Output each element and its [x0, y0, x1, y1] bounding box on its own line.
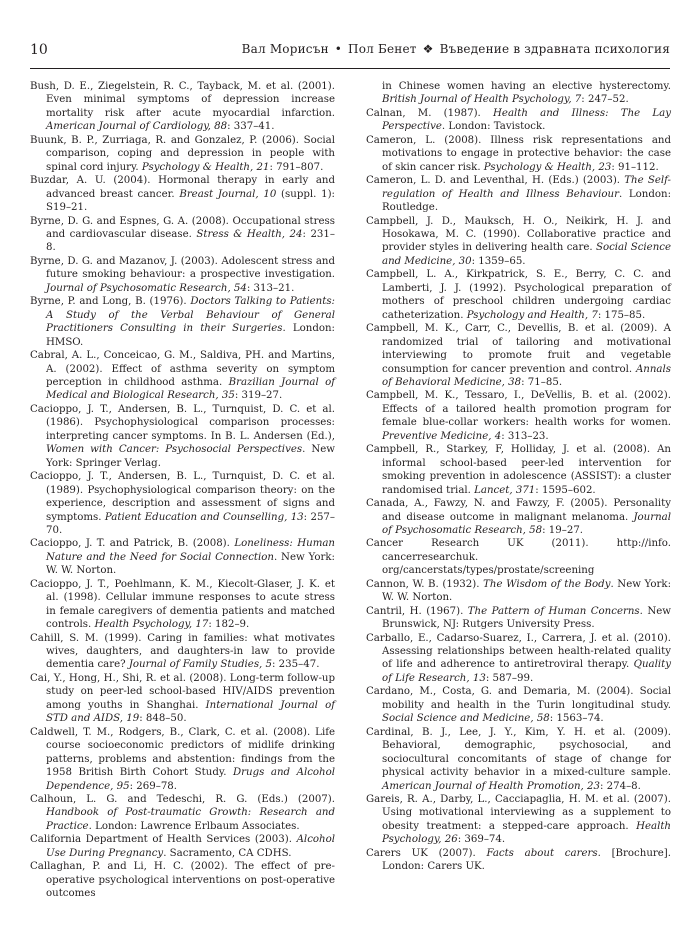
reference-text: Cardinal, B. J., Lee, J. Y., Kim, Y. H. et al. (2009). Behavioral, demographic, psychosocial, and sociocultural concomitants of stage of change for physical activity behavior in a mixed-culture sample.: [366, 726, 671, 779]
reference-text: Campbell, J. D., Mauksch, H. O., Neikirk, H. J. and Hosokawa, M. C. (1990). Collaborative practice and provider styles in delivering health care.: [366, 215, 671, 254]
diamond-separator-icon: ❖: [422, 42, 434, 56]
reference-source: Patient Education and Counselling, 13: [104, 511, 304, 523]
reference-text: Cannon, W. B. (1932).: [366, 578, 484, 590]
reference-tail: : 274–8.: [599, 780, 641, 792]
reference-text: Cai, Y., Hong, H., Shi, R. et al. (2008). Long-term follow-up study on peer-led school-based HIV/AIDS prevention among youths in Shanghai.: [30, 672, 335, 711]
reference-text: Callaghan, P. and Li, H. C. (2002). The effect of pre-operative psychological interventions on post-operative outcomes: [30, 861, 335, 900]
reference-entry: [30, 134, 335, 174]
reference-tail: : 91–112.: [611, 161, 659, 173]
reference-entry: [366, 134, 671, 174]
reference-source: Breast Journal, 10: [179, 188, 277, 200]
reference-source: Drugs and Alcohol Dependence, 95: [46, 767, 335, 792]
reference-source: Preventive Medicine, 4: [382, 430, 502, 442]
reference-source: Health Psychology, 17: [94, 619, 209, 631]
reference-text: Calnan, M. (1987).: [366, 107, 494, 119]
reference-text: Cancer Research UK (2011). http://info. cancerresearchuk. org/cancerstats/types/prostate/screening: [366, 538, 671, 577]
reference-tail: . New York: W. W. Norton.: [382, 578, 671, 604]
reference-entry: [366, 847, 671, 874]
reference-entry: [30, 793, 335, 833]
reference-entry: [30, 726, 335, 793]
reference-entry: [30, 578, 335, 632]
page-number: 10: [30, 42, 48, 58]
reference-text: Calhoun, L. G. and Tedeschi, R. G. (Eds.) (2007).: [30, 794, 335, 806]
reference-entry: [366, 80, 671, 107]
reference-tail: : 791–807.: [269, 161, 324, 173]
reference-source: British Journal of Health Psychology, 7: [382, 94, 582, 106]
reference-entry: [366, 685, 671, 725]
reference-entry: [30, 833, 335, 860]
reference-entry: [30, 174, 335, 214]
bullet-separator: •: [334, 42, 343, 56]
reference-tail: : 313–21.: [246, 282, 295, 294]
reference-text: Gareis, R. A., Darby, L., Cacciapaglia, H. M. et al. (2007). Using motivational interviewing as a supplement to obesity treatment: a stepped-care approach.: [366, 794, 671, 832]
reference-tail: : 269–78.: [129, 780, 178, 792]
reference-entry: [366, 268, 671, 322]
reference-source: International Journal of STD and AIDS, 19: [46, 699, 336, 725]
reference-text: Campbell, M. K., Carr, C., Devellis, B. et al. (2009). A randomized trial of tailoring and motivational interviewing to promote fruit and vegetable consumption for cancer prevention and control.: [366, 323, 671, 375]
reference-source: Facts about carers: [486, 847, 598, 859]
reference-text: California Department of Health Services (2003).: [30, 834, 297, 846]
reference-text: Cantril, H. (1967).: [366, 605, 468, 617]
reference-source: Brazilian Journal of Medical and Biological Research, 35: [46, 376, 335, 402]
reference-source: The Self-regulation of Health and Illness Behaviour: [382, 175, 671, 200]
reference-text: Cahill, S. M. (1999). Caring in families: what motivates wives, daughters, and daughters-in law to provide dementia care?: [30, 632, 335, 671]
reference-entry: [366, 107, 671, 134]
reference-text: Byrne, D. G. and Espnes, G. A. (2008). Occupational stress and cardiovascular disease.: [30, 215, 335, 240]
reference-tail: . New York: W. W. Norton.: [46, 551, 335, 577]
reference-text: Cacioppo, J. T. and Patrick, B. (2008).: [30, 538, 235, 550]
reference-entry: [30, 632, 335, 672]
reference-entry: [366, 793, 671, 847]
reference-tail: : 369–74.: [457, 834, 506, 846]
reference-tail: : 235–47.: [272, 659, 320, 671]
reference-tail: (suppl. 1): S19–21.: [46, 188, 335, 214]
reference-text: Cacioppo, J. T., Poehlmann, K. M., Kiecolt-Glaser, J. K. et al. (1998). Cellular immune responses to acute stress in female caregivers of dementia patients and matched controls.: [30, 578, 335, 631]
reference-entry: [30, 672, 335, 726]
reference-tail: : 337–41.: [227, 121, 275, 133]
reference-entry: [366, 174, 671, 214]
reference-text: Canada, A., Fawzy, N. and Fawzy, F. (2005). Personality and disease outcome in malignant melanoma.: [366, 498, 671, 523]
reference-tail: : 247–52.: [581, 94, 629, 106]
reference-tail: : 71–85.: [521, 376, 563, 388]
left-reference-column: [30, 80, 335, 901]
running-header: [30, 38, 670, 69]
reference-tail: . London: Lawrence Erlbaum Associates.: [88, 820, 300, 832]
reference-entry: [30, 295, 335, 349]
book-title: Въведение в здравната психология: [439, 42, 670, 56]
reference-entry: [30, 860, 335, 900]
reference-source: Health and Illness: The Lay Perspective: [382, 107, 671, 133]
author-name: Вал Морисън: [241, 42, 329, 56]
reference-source: Psychology & Health, 21: [141, 161, 270, 173]
reference-tail: : 231–8.: [46, 228, 335, 254]
reference-entry: [366, 443, 671, 497]
reference-source: Journal of Psychosomatic Research, 54: [46, 282, 247, 294]
reference-source: Loneliness: Human Nature and the Need for Social Connection: [46, 538, 335, 563]
reference-tail: . Sacramento, CA CDHS.: [163, 847, 292, 859]
reference-entry: [366, 578, 671, 605]
reference-source: Lancet, 371: [474, 484, 536, 496]
right-reference-column: [366, 80, 671, 874]
reference-entry: [366, 322, 671, 389]
reference-text: Cardano, M., Costa, G. and Demaria, M. (2004). Social mobility and health in the Turin longitudinal study.: [366, 686, 671, 711]
reference-text: Campbell, M. K., Tessaro, I., DeVellis, B. et al. (2002). Effects of a tailored health promotion program for female blue-collar workers: health works for women.: [366, 390, 671, 429]
reference-tail: . London: Routledge.: [382, 188, 671, 214]
reference-entry: [366, 215, 671, 269]
reference-entry: [30, 349, 335, 403]
reference-entry: [30, 255, 335, 295]
reference-entry: [366, 605, 671, 632]
reference-source: The Wisdom of the Body: [483, 578, 611, 590]
reference-source: Women with Cancer: Psychosocial Perspectives: [46, 444, 303, 456]
reference-entry: [366, 497, 671, 537]
reference-entry: [366, 632, 671, 686]
reference-source: Stress & Health, 24: [196, 228, 303, 240]
reference-text: Caldwell, T. M., Rodgers, B., Clark, C. et al. (2008). Life course socioeconomic predictors of midlife drinking patterns, problems and abstention: findings from the 1958 British Birth Cohort Study.: [30, 726, 335, 779]
reference-text: Buunk, B. P., Zurriaga, R. and Gonzalez, P. (2006). Social comparison, coping and depression in people with spinal cord injury.: [30, 134, 335, 173]
reference-tail: : 587–99.: [485, 672, 534, 684]
reference-text: Cacioppo, J. T., Andersen, B. L., Turnquist, D. C. et al. (1989). Psychophysiological comparison theory: on the experience, description and assessment of signs and symptoms.: [30, 471, 335, 523]
reference-text: Carers UK (2007).: [366, 847, 487, 859]
reference-source: Journal of Family Studies, 5: [128, 659, 273, 671]
reference-text: Byrne, P. and Long, B. (1976).: [30, 296, 191, 308]
reference-text: Campbell, L. A., Kirkpatrick, S. E., Berry, C. C. and Lamberti, J. J. (1992). Psychological preparation of mothers of preschool children undergoing cardiac catheterization.: [366, 269, 671, 321]
reference-source: American Journal of Cardiology, 88: [46, 121, 228, 133]
reference-text: Cameron, L. D. and Leventhal, H. (Eds.) (2003).: [366, 175, 625, 187]
reference-tail: : 182–9.: [208, 619, 250, 631]
reference-text: Cabral, A. L., Conceicao, G. M., Saldiva, PH. and Martins, A. (2002). Effect of asthma severity on symptom perception in childhood asthma.: [30, 350, 335, 388]
reference-entry: [366, 389, 671, 443]
reference-tail: : 257–70.: [46, 511, 335, 536]
reference-entry: [30, 403, 335, 470]
reference-entry: [30, 215, 335, 255]
reference-tail: : 319–27.: [234, 390, 283, 402]
running-title: [242, 42, 670, 56]
reference-tail: : 19–27.: [542, 524, 584, 536]
reference-source: Annals of Behavioral Medicine, 38: [382, 363, 671, 388]
reference-text: in Chinese women having an elective hysterectomy.: [382, 81, 671, 92]
reference-source: Handbook of Post-traumatic Growth: Research and Practice: [46, 807, 335, 832]
reference-tail: : 1563–74.: [549, 713, 604, 725]
reference-source: Psychology & Health, 23: [483, 161, 612, 173]
reference-entry: [366, 537, 671, 577]
reference-text: Byrne, D. G. and Mazanov, J. (2003). Adolescent stress and future smoking behaviour: a prospective investigation.: [30, 255, 335, 281]
reference-text: Carballo, E., Cadarso-Suarez, I., Carrera, J. et al. (2010). Assessing relationships between health-related quality of life and adherence to antiretroviral therapy.: [366, 632, 671, 671]
reference-tail: . [Brochure]. London: Carers UK.: [382, 847, 671, 873]
reference-tail: . New Brunswick, NJ: Rutgers University Press.: [382, 605, 672, 631]
reference-tail: : 848–50.: [139, 713, 187, 725]
reference-source: Health Psychology, 26: [382, 820, 671, 846]
reference-entry: [30, 470, 335, 537]
reference-source: The Pattern of Human Concerns: [467, 605, 640, 617]
reference-tail: . London: Tavistock.: [441, 121, 546, 133]
reference-source: Journal of Psychosomatic Research, 58: [382, 511, 671, 536]
coauthor-name: Пол Бенет: [348, 42, 417, 56]
reference-source: Psychology and Health, 7: [466, 309, 598, 321]
reference-tail: . New York: Springer Verlag.: [46, 444, 336, 469]
reference-source: Quality of Life Research, 13: [382, 659, 671, 684]
reference-source: Social Science and Medicine, 58: [382, 713, 550, 725]
reference-text: Cameron, L. (2008). Illness risk representations and motivations to engage in protective behavior: the case of skin cancer risk.: [366, 134, 671, 173]
reference-text: Campbell, R., Starkey, F, Holliday, J. et al. (2008). An informal school-based peer-led intervention for smoking prevention in adolescence (ASSIST): a cluster randomised trial.: [366, 444, 671, 496]
reference-tail: : 313–23.: [501, 430, 549, 442]
reference-entry: [366, 726, 671, 793]
reference-tail: : 1595–602.: [535, 484, 596, 496]
reference-entry: [30, 537, 335, 577]
reference-source: Alcohol Use During Pregnancy: [46, 834, 335, 859]
reference-source: Social Science and Medicine, 30: [382, 242, 672, 267]
reference-tail: . London: HMSO.: [46, 323, 335, 348]
reference-tail: : 175–85.: [597, 309, 646, 321]
reference-entry: [30, 80, 335, 134]
reference-text: Cacioppo, J. T., Andersen, B. L., Turnquist, D. C. et al. (1986). Psychophysiological comparison processes: interpreting cancer symptoms. In B. L. Andersen (Ed.),: [30, 403, 335, 442]
reference-text: Bush, D. E., Ziegelstein, R. C., Tayback, M. et al. (2001). Even minimal symptoms of depression increase mortality risk after acute myocardial infarction.: [30, 81, 335, 119]
reference-source: Doctors Talking to Patients: A Study of the Verbal Behaviour of General Practitioners Consulting in their Surgeries: [46, 296, 335, 335]
reference-tail: : 1359–65.: [471, 255, 526, 267]
reference-text: Buzdar, A. U. (2004). Hormonal therapy in early and advanced breast cancer.: [30, 175, 335, 200]
reference-source: American Journal of Health Promotion, 23: [382, 780, 600, 792]
